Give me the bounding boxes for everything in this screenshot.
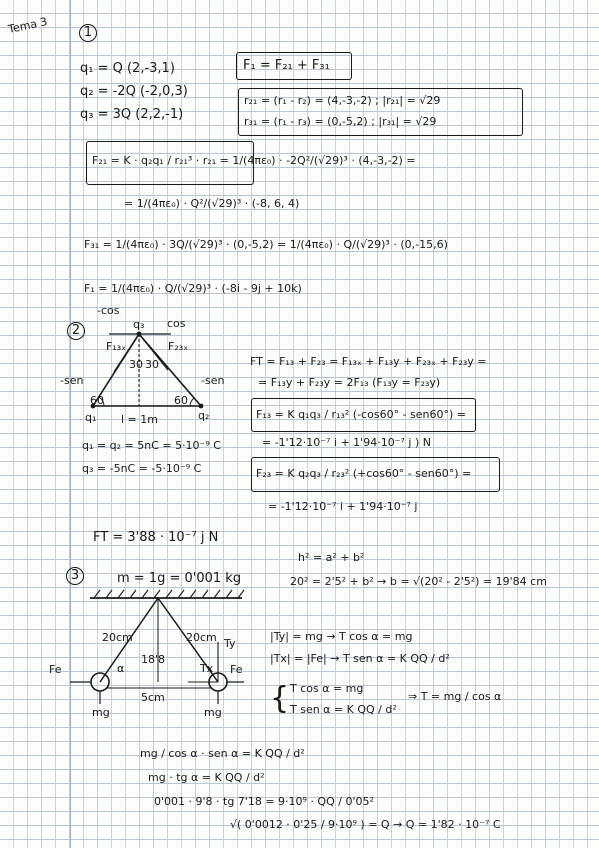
label-separation: 5cm [141, 691, 165, 704]
solve-step-3: 0'001 · 9'8 · tg 7'18 = 9·10⁹ · QQ / 0'05² [154, 795, 374, 808]
f21-equation: F₂₁ = K · q₂q₁ / r₂₁³ · r₂₁ = 1/(4πε₀) · -2Q²/(√29)³ · (4,-3,-2) = [92, 154, 416, 167]
charge-q3-dot [137, 332, 142, 337]
corner-label: Tema 3 [7, 15, 49, 36]
charge-values-q1q2: q₁ = q₂ = 5nC = 5·10⁻⁹ C [82, 439, 221, 452]
pendulum-diagram [84, 590, 254, 720]
r21-vector: r₂₁ = (r₁ - r₂) = (4,-3,-2) ; |r₂₁| = √29 [244, 94, 441, 107]
r31-vector: r₃₁ = (r₁ - r₃) = (0,-5,2) ; |r₃₁| = √29 [244, 115, 437, 128]
f23-equation: F₂₃ = K q₂q₃ / r₂₃² (+cos60° - sen60°) = [256, 467, 472, 480]
pythagoras-1: h² = a² + b² [298, 551, 365, 564]
label-sen-right: -sen [201, 374, 225, 387]
label-len-right: 20cm [186, 631, 217, 644]
force-sum: F₁ = F₂₁ + F₃₁ [243, 58, 330, 73]
solve-step-1: mg / cos α · sen α = K QQ / d² [140, 747, 305, 760]
system-result: ⇒ T = mg / cos α [408, 690, 502, 703]
label-sen-left: -sen [60, 374, 84, 387]
total-force-sum-2: = F₁₃y + F₂₃y = 2F₁₃ (F₁₃y = F₂₃y) [258, 376, 441, 389]
tx-equation: |Tx| = |Fe| → T sen α = K QQ / d² [270, 652, 450, 665]
f13-value: = -1'12·10⁻⁷ i + 1'94·10⁻⁷ j ) N [262, 436, 431, 449]
system-eq-2: T sen α = K QQ / d² [290, 703, 397, 716]
charge-q1: q₁ = Q (2,-3,1) [80, 61, 175, 76]
label-mg-left: mg [92, 706, 110, 719]
label-cos-right: cos [167, 317, 186, 330]
label-q1: q₁ [85, 411, 97, 424]
problem-2-number: 2 [67, 322, 85, 340]
label-alpha: α [117, 662, 125, 675]
margin-line [70, 0, 71, 848]
mass-value: m = 1g = 0'001 kg [117, 571, 242, 586]
ty-equation: |Ty| = mg → T cos α = mg [270, 630, 413, 643]
label-mg-right: mg [204, 706, 222, 719]
f13-equation: F₁₃ = K q₁q₃ / r₁₃² (-cos60° - sen60°) = [256, 408, 466, 421]
charge-q3: q₃ = 3Q (2,2,-1) [80, 107, 184, 122]
label-fe-right: Fe [230, 663, 243, 676]
f1-result: F₁ = 1/(4πε₀) · Q/(√29)³ · (-8i - 9j + 10k) [84, 282, 302, 295]
charge-q2: q₂ = -2Q (-2,0,3) [80, 84, 188, 99]
pythagoras-2: 20² = 2'5² + b² → b = √(20² - 2'5²) = 19'84 cm [290, 575, 547, 588]
solve-step-4: √( 0'0012 · 0'25 / 9·10⁹ ) = Q → Q = 1'82 · 10⁻⁷ C [230, 818, 501, 831]
f23-value: = -1'12·10⁻⁷ i + 1'94·10⁻⁷ j [268, 500, 418, 513]
label-angle-top-b: 30 [145, 358, 159, 371]
f31-equation: F₃₁ = 1/(4πε₀) · 3Q/(√29)³ · (0,-5,2) = 1/(4πε₀) · Q/(√29)³ · (0,-15,6) [84, 238, 448, 251]
label-angle-left: 60 [90, 394, 104, 407]
label-f23x: F₂₃ₓ [168, 340, 189, 353]
charge-value-q3: q₃ = -5nC = -5·10⁻⁹ C [82, 462, 202, 475]
label-base-length: l = 1m [121, 413, 158, 426]
problem-1-number: 1 [79, 24, 97, 42]
total-force-sum: FT = F₁₃ + F₂₃ = F₁₃ₓ + F₁₃y + F₂₃ₓ + F₂₃y = [250, 355, 487, 368]
label-cos-left: -cos [97, 304, 120, 317]
label-len-left: 20cm [102, 631, 133, 644]
angle-right-arc [190, 398, 194, 406]
total-force-result: FT = 3'88 · 10⁻⁷ j N [93, 530, 219, 545]
label-fe-left: Fe [49, 663, 62, 676]
label-q3: q₃ [133, 318, 145, 331]
system-eq-1: T cos α = mg [290, 682, 364, 695]
label-ty: Ty [224, 637, 236, 650]
label-angle-top-a: 30 [129, 358, 143, 371]
problem-3-number: 3 [66, 567, 84, 585]
f21-result: = 1/(4πε₀) · Q²/(√29)³ · (-8, 6, 4) [124, 197, 300, 210]
label-f13x: F₁₃ₓ [106, 340, 127, 353]
charge-q2-dot [199, 404, 204, 409]
solve-step-2: mg · tg α = K QQ / d² [148, 771, 265, 784]
label-tx: Tx [200, 662, 214, 675]
system-brace: { [270, 681, 290, 716]
ceiling-hatching [94, 590, 244, 598]
label-angle-right: 60 [174, 394, 188, 407]
label-angle: 18'8 [141, 653, 166, 666]
label-q2: q₂ [198, 409, 210, 422]
